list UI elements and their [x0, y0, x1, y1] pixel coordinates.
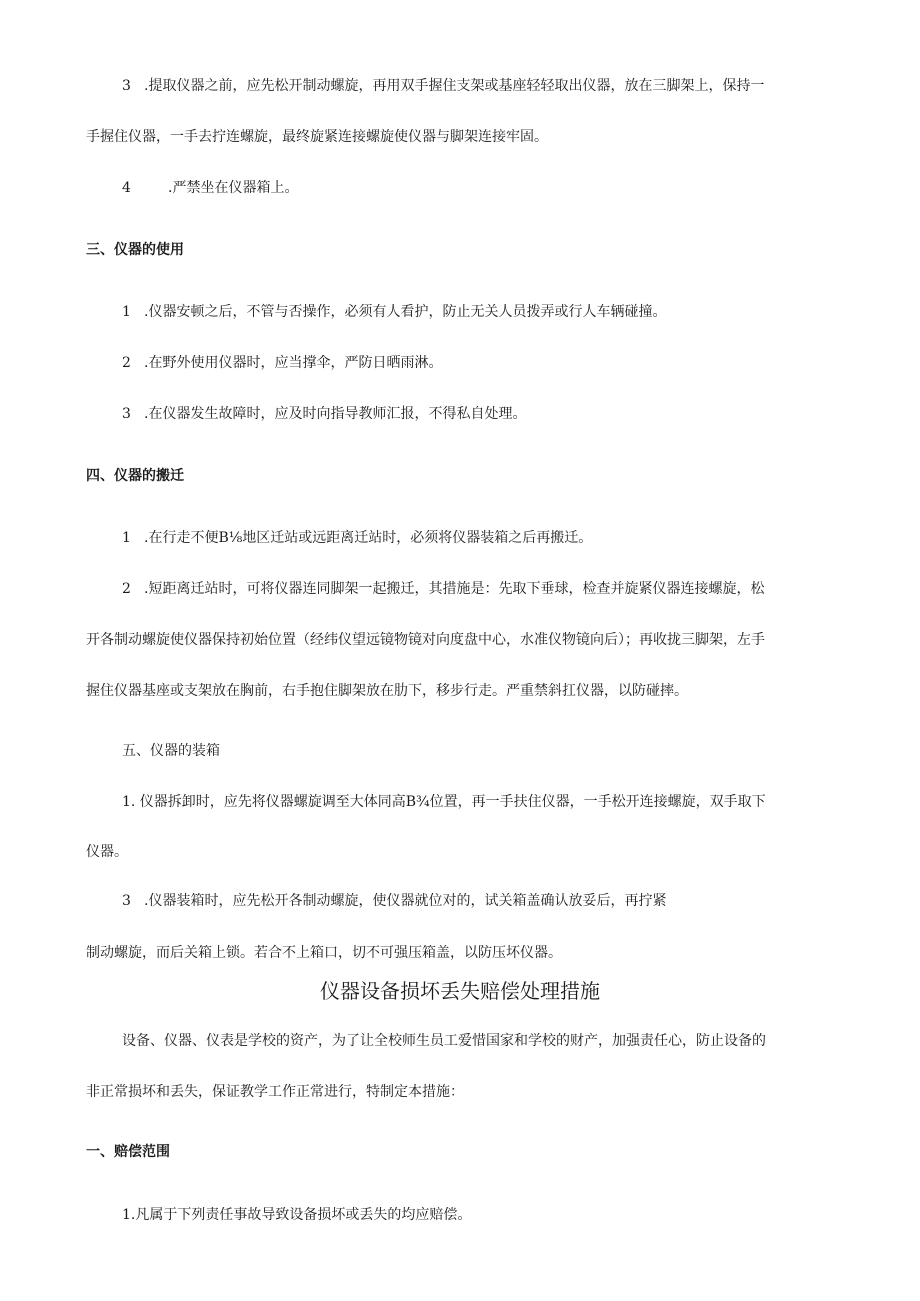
item-text: .在野外使用仪器时，应当撑伞，严防日晒雨淋。	[144, 355, 443, 371]
item-text: .提取仪器之前，应先松开制动螺旋，再用双手握住支架或基座轻轻取出仪器，放在三脚架上，保持一	[144, 78, 765, 94]
paragraph-line: 设备、仪器、仪表是学校的资产，为了让全校师生员工爱惜国家和学校的财产，加强责任心，防止设备的	[122, 1033, 766, 1049]
item-text: .仪器安顿之后，不管与否操作，必须有人看护，防止无关人员拨弄或行人车辆碰撞。	[144, 304, 667, 320]
paragraph-line: 手握住仪器，一手去拧连螺旋，最终旋紧连接螺旋使仪器与脚架连接牢固。	[86, 129, 548, 145]
paragraph-line	[122, 404, 526, 424]
item-text: .短距离迁站时，可将仪器连同脚架一起搬迁，其措施是：先取下垂球，检查并旋紧仪器连接螺旋，松	[144, 581, 765, 597]
paragraph-line: 仪器。	[86, 844, 128, 860]
item-number: 3	[122, 893, 131, 909]
paragraph-line	[122, 178, 298, 198]
item-number: 1	[122, 530, 131, 546]
paragraph-line	[122, 579, 764, 599]
paragraph-line	[122, 891, 666, 911]
paragraph-line: 握住仪器基座或支架放在胸前，右手抱住脚架放在肋下，移步行走。严重禁斜扛仪器，以防碰摔。	[86, 683, 688, 699]
item-number: 1	[122, 304, 131, 320]
paragraph-line: 1.凡属于下列责任事故导致设备损坏或丢失的均应赔偿。	[122, 1207, 472, 1223]
paragraph-line	[122, 528, 592, 548]
paragraph-line	[122, 302, 666, 322]
item-number: 3	[122, 406, 131, 422]
section-heading: 五、仪器的装箱	[122, 743, 220, 759]
item-number: 4	[122, 180, 131, 196]
item-number: 2	[122, 355, 131, 371]
item-text: .在仪器发生故障时，应及时向指导教师汇报，不得私自处理。	[144, 406, 527, 422]
paragraph-line: 开各制动螺旋使仪器保持初始位置（经纬仪望远镜物镜对向度盘中心，水准仪物镜向后）；再收拢三脚架，左手	[86, 632, 765, 648]
paragraph-line	[122, 353, 442, 373]
section-heading: 四、仪器的搬迁	[86, 468, 184, 484]
item-text: .严禁坐在仪器箱上。	[168, 180, 299, 196]
item-text: .在行走不便B⅛地区迁站或远距离迁站时，必须将仪器装箱之后再搬迁。	[144, 530, 593, 546]
item-number: 3	[122, 78, 131, 94]
paragraph-line: 1. 仪器拆卸时，应先将仪器螺旋调至大体同高B¾位置，再一手扶住仪器，一手松开连接螺旋，双手取下	[122, 794, 766, 810]
paragraph-line: 非正常损坏和丢失，保证教学工作正常进行，特制定本措施：	[86, 1084, 464, 1100]
document-title: 仪器设备损坏丢失赔偿处理措施	[320, 979, 600, 1003]
item-number: 2	[122, 581, 131, 597]
paragraph-line	[122, 76, 764, 96]
section-heading: 一、赔偿范围	[86, 1144, 170, 1160]
item-text: .仪器装箱时，应先松开各制动螺旋，使仪器就位对的，试关箱盖确认放妥后，再拧紧	[144, 893, 667, 909]
paragraph-line: 制动螺旋，而后关箱上锁。若合不上箱口，切不可强压箱盖，以防压坏仪器。	[86, 945, 562, 961]
section-heading: 三、仪器的使用	[86, 242, 184, 258]
